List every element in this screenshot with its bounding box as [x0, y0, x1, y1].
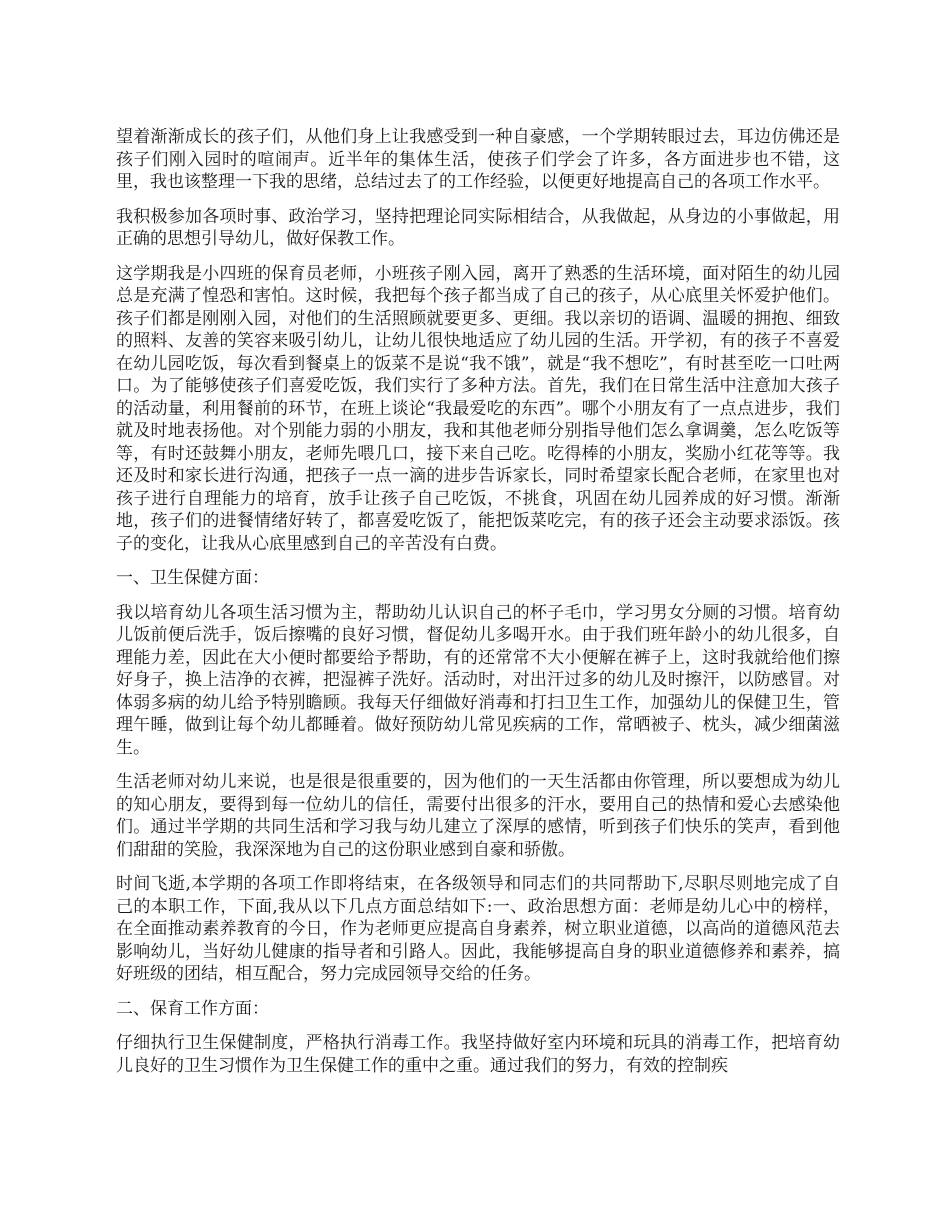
section-heading-health: 一、卫生保健方面： [116, 568, 269, 588]
paragraph-summary: 时间飞逝,本学期的各项工作即将结束，在各级领导和同志们的共同帮助下,尽职尽则地完成了自己的本职工作，下面,我从以下几点方面总结如下:一、政治思想方面：老师是幼儿心中的榜样，在全面推动素养教育的今日，作为老师更应提高自身素养，树立职业道德，以高尚的道德风范去影响幼儿，当好幼儿健康的指导者和引路人。因此，我能够提高自身的职业道德修养和素养，搞好班级的团结，相互配合，努力完成园领导交给的任务。 [116, 874, 840, 984]
paragraph-class-care: 这学期我是小四班的保育员老师，小班孩子刚入园，离开了熟悉的生活环境，面对陌生的幼儿园总是充满了惶恐和害怕。这时候，我把每个孩子都当成了自己的孩子，从心底里关怀爱护他们。孩子们都是刚刚入园，对他们的生活照顾就要更多、更细。我以亲切的语调、温暖的拥抱、细致的照料、友善的笑容来吸引幼儿，让幼儿很快地适应了幼儿园的生活。开学初，有的孩子不喜爱在幼儿园吃饭，每次看到餐桌上的饭菜不是说“我不饿”，就是“我不想吃”，有时甚至吃一口吐两口。为了能够使孩子们喜爱吃饭，我们实行了多种方法。首先，我们在日常生活中注意加大孩子的活动量，利用餐前的环节，在班上谈论“我最爱吃的东西”。哪个小朋友有了一点点进步，我们就及时地表扬他。对个别能力弱的小朋友，我和其他老师分别指导他们怎么拿调羹，怎么吃饭等等，有时还鼓舞小朋友，老师先喂几口，接下来自己吃。吃得棒的小朋友，奖励小红花等等。我还及时和家长进行沟通，把孩子一点一滴的进步告诉家长，同时希望家长配合老师，在家里也对孩子进行自理能力的培育，放手让孩子自己吃饭，不挑食，巩固在幼儿园养成的好习惯。渐渐地，孩子们的进餐情绪好转了，都喜爱吃饭了，能把饭菜吃完，有的孩子还会主动要求添饭。孩子的变化，让我从心底里感到自己的辛苦没有白费。 [116, 263, 840, 554]
section-heading-childcare: 二、保育工作方面： [116, 998, 269, 1019]
paragraph-political-study: 我积极参加各项时事、政治学习，坚持把理论同实际相结合，从我做起，从身边的小事做起，用正确的思想引导幼儿，做好保教工作。 [116, 206, 840, 249]
paragraph-hygiene-policy: 仔细执行卫生保健制度，严格执行消毒工作。我坚持做好室内环境和玩具的消毒工作，把培育幼儿良好的卫生习惯作为卫生保健工作的重中之重。通过我们的努力，有效的控制疾 [116, 1033, 840, 1076]
paragraph-health-habits: 我以培育幼儿各项生活习惯为主，帮助幼儿认识自己的杯子毛巾，学习男女分厕的习惯。培育幼儿饭前便后洗手，饭后擦嘴的良好习惯，督促幼儿多喝开水。由于我们班年龄小的幼儿很多，自理能力差，因此在大小便时都要给予帮助，有的还常常不大小便解在裤子上，这时我就给他们擦好身子，换上洁净的衣裤，把湿裤子洗好。活动时，对出汗过多的幼儿及时擦汗，以防感冒。对体弱多病的幼儿给予特别瞻顾。我每天仔细做好消毒和打扫卫生工作，加强幼儿的保健卫生，管理午睡，做到让每个幼儿都睡着。做好预防幼儿常见疾病的工作，常晒被子、枕头，减少细菌滋生。 [116, 602, 840, 758]
document-body [116, 126, 840, 1089]
paragraph-life-teacher: 生活老师对幼儿来说，也是很是很重要的，因为他们的一天生活都由你管理，所以要想成为幼儿的知心朋友，要得到每一位幼儿的信任，需要付出很多的汗水，要用自己的热情和爱心去感染他们。通过半学期的共同生活和学习我与幼儿建立了深厚的感情，听到孩子们快乐的笑声，看到他们甜甜的笑脸，我深深地为自己的这份职业感到自豪和骄傲。 [116, 772, 840, 860]
paragraph-intro: 望着渐渐成长的孩子们，从他们身上让我感受到一种自豪感，一个学期转眼过去，耳边仿佛还是孩子们刚入园时的喧闹声。近半年的集体生活，使孩子们学会了许多，各方面进步也不错，这里，我也该整理一下我的思绪，总结过去了的工作经验，以便更好地提高自己的各项工作水平。 [116, 127, 840, 192]
